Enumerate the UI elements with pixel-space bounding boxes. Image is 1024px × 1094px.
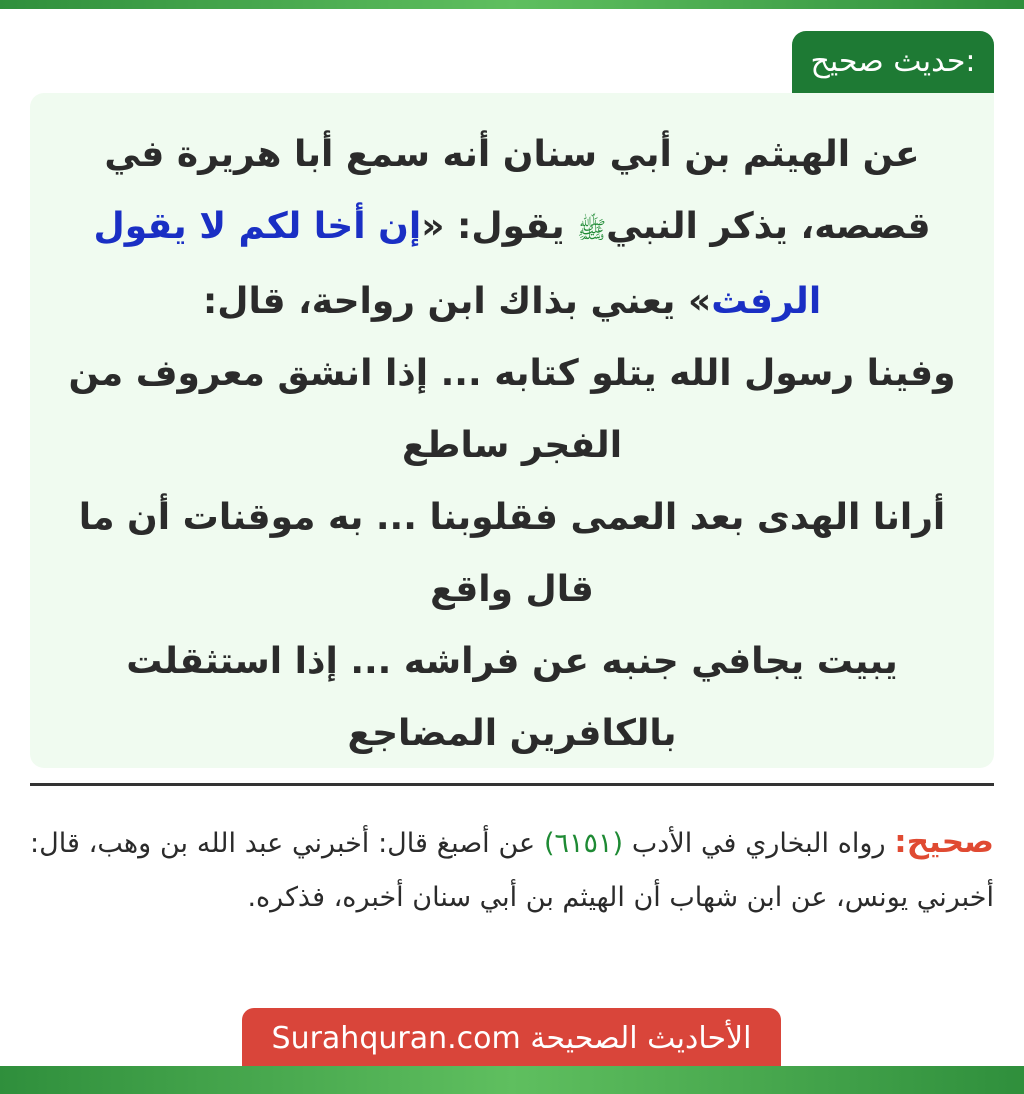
hadith-box xyxy=(30,93,994,768)
hadith-text xyxy=(52,119,972,770)
source-citation xyxy=(30,815,994,925)
verse-line: أرانا الهدى بعد العمى فقلوبنا ... به موقنات أن ما قال واقع xyxy=(78,497,946,610)
source-text: رواه البخاري في الأدب xyxy=(623,828,895,859)
reference-number: (٦١٥١) xyxy=(543,828,624,859)
bottom-accent-bar xyxy=(0,1066,1024,1094)
hadith-grade-badge: حديث صحيح: xyxy=(792,31,994,93)
footer-site-badge[interactable]: الأحاديث الصحيحة Surahquran.com xyxy=(242,1008,781,1066)
hadith-says: يقول: « xyxy=(421,206,578,247)
divider xyxy=(30,783,994,786)
hadith-after-quote: » يعني بذاك ابن رواحة، قال: xyxy=(202,281,712,322)
top-accent-bar xyxy=(0,0,1024,9)
hadith-quote: إن أخا لكم لا يقول الرفث xyxy=(93,206,822,322)
grade-label: صحيح: xyxy=(894,824,994,860)
honorific-symbol: ﷺ xyxy=(577,216,607,244)
source-text-continued: عن أصبغ قال: أخبرني عبد الله بن وهب، قال: أخبرني يونس، عن ابن شهاب أن الهيثم بن أبي سنان أخبره، فذكره. xyxy=(30,828,994,913)
verse-line: يبيت يجافي جنبه عن فراشه ... إذا استثقلت بالكافرين المضاجع xyxy=(126,641,898,754)
hadith-intro: عن الهيثم بن أبي سنان أنه سمع أبا هريرة في قصصه، يذكر النبي xyxy=(104,134,931,247)
verse-line: وفينا رسول الله يتلو كتابه ... إذا انشق معروف من الفجر ساطع xyxy=(68,353,956,466)
